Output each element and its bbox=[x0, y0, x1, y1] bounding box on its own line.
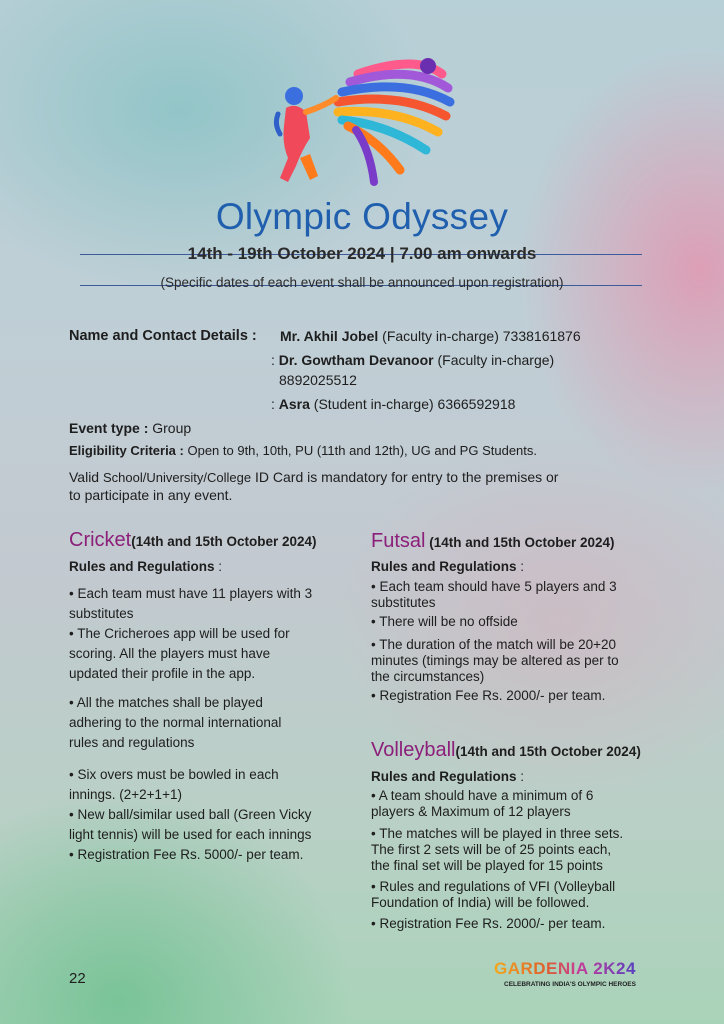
bullet-line: • There will be no offside bbox=[371, 614, 518, 629]
contact-name: Dr. Gowtham Devanoor bbox=[278, 352, 434, 368]
bullet-line: substitutes bbox=[69, 606, 134, 621]
sport-name: Futsal bbox=[371, 530, 426, 552]
contact-label: Name and Contact Details : bbox=[69, 328, 257, 344]
cricket-heading bbox=[69, 529, 317, 552]
contact-role: (Faculty in-charge) bbox=[433, 352, 555, 368]
list-item bbox=[69, 693, 281, 753]
bullet-line: • All the matches shall be played bbox=[69, 695, 263, 710]
contact-name: Asra bbox=[278, 396, 310, 412]
contact-role: (Student in-charge) 6366592918 bbox=[309, 396, 516, 412]
bullet-line: rules and regulations bbox=[69, 735, 195, 750]
bullet-line: players & Maximum of 12 players bbox=[371, 804, 571, 819]
rules-label: Rules and Regulations bbox=[371, 559, 517, 574]
page-number: 22 bbox=[69, 970, 86, 987]
id-text: ID Card is mandatory for entry to the premises or bbox=[251, 469, 559, 485]
bullet-line: • Each team must have 11 players with 3 bbox=[69, 586, 313, 601]
sport-name: Volleyball bbox=[371, 739, 456, 761]
event-dates: 14th - 19th October 2024 | 7.00 am onwards bbox=[187, 244, 537, 263]
eligibility bbox=[69, 443, 537, 458]
bullet-line: • A team should have a minimum of 6 bbox=[371, 788, 594, 803]
sport-dates: (14th and 15th October 2024) bbox=[425, 535, 615, 550]
bullet-line: • Rules and regulations of VFI (Volleyball bbox=[371, 879, 616, 894]
rules-colon: : bbox=[516, 559, 525, 574]
contact-item bbox=[271, 352, 554, 368]
list-item bbox=[69, 765, 279, 805]
futsal-heading bbox=[371, 530, 615, 553]
eligibility-value: Open to 9th, 10th, PU (11th and 12th), UG and PG Students. bbox=[183, 443, 537, 458]
bullet-line: Foundation of India) will be followed. bbox=[371, 895, 590, 910]
olympic-odyssey-logo bbox=[266, 54, 458, 190]
rules-label: Rules and Regulations bbox=[69, 559, 215, 574]
bullet-line: • New ball/similar used ball (Green Vicky bbox=[69, 807, 312, 822]
id-text: Valid bbox=[69, 469, 103, 485]
bullet-line: • The matches will be played in three sets. bbox=[371, 826, 624, 841]
list-item bbox=[371, 826, 623, 874]
page-title: Olympic Odyssey bbox=[215, 196, 509, 237]
bullet-line: minutes (timings may be altered as per to bbox=[371, 653, 619, 668]
sport-dates: (14th and 15th October 2024) bbox=[131, 534, 317, 549]
volleyball-heading bbox=[371, 739, 641, 762]
svg-text:GARDENIA 2K24: GARDENIA 2K24 bbox=[494, 959, 636, 978]
list-item bbox=[371, 614, 518, 630]
sport-name: Cricket bbox=[69, 529, 132, 551]
list-item bbox=[371, 788, 593, 820]
list-item bbox=[371, 579, 617, 611]
bullet-line: • The duration of the match will be 20+20 bbox=[371, 637, 617, 652]
list-item bbox=[69, 624, 290, 684]
rules-colon: : bbox=[214, 559, 223, 574]
contact-name: Mr. Akhil Jobel bbox=[280, 328, 379, 344]
bullet-line: • Six overs must be bowled in each bbox=[69, 767, 279, 782]
contact-prefix: : bbox=[271, 396, 279, 412]
contact-role: (Faculty in-charge) 7338161876 bbox=[378, 328, 581, 344]
list-item bbox=[371, 688, 605, 704]
rules-colon: : bbox=[516, 769, 525, 784]
sport-dates: (14th and 15th October 2024) bbox=[455, 744, 641, 759]
eligibility-label: Eligibility Criteria : bbox=[69, 443, 184, 458]
contact-prefix: : bbox=[271, 352, 279, 368]
bullet-line: updated their profile in the app. bbox=[69, 666, 256, 681]
contact-item bbox=[271, 396, 515, 412]
id-text: School/University/College bbox=[102, 470, 252, 485]
bullet-line: • The Cricheroes app will be used for bbox=[69, 626, 290, 641]
bullet-line: • Registration Fee Rs. 2000/- per team. bbox=[371, 688, 606, 703]
bullet-line: the final set will be played for 15 points bbox=[371, 858, 603, 873]
bullet-line: The first 2 sets will be of 25 points each, bbox=[371, 842, 612, 857]
bullet-line: • Registration Fee Rs. 5000/- per team. bbox=[69, 847, 304, 862]
bullet-line: substitutes bbox=[371, 595, 436, 610]
gardenia-brand-logo bbox=[492, 955, 662, 993]
list-item bbox=[69, 584, 312, 624]
id-requirement-line2: to participate in any event. bbox=[69, 487, 233, 503]
cricket-rules-label bbox=[69, 557, 222, 577]
list-item bbox=[69, 845, 303, 865]
dates-note: (Specific dates of each event shall be announced upon registration) bbox=[160, 275, 564, 290]
list-item bbox=[371, 879, 615, 911]
list-item bbox=[69, 805, 311, 845]
bullet-line: light tennis) will be used for each innings bbox=[69, 827, 312, 842]
rules-label: Rules and Regulations bbox=[371, 769, 517, 784]
bullet-line: adhering to the normal international bbox=[69, 715, 282, 730]
bullet-line: the circumstances) bbox=[371, 669, 485, 684]
id-requirement bbox=[69, 469, 558, 485]
contact-phone: 8892025512 bbox=[279, 372, 357, 388]
bullet-line: scoring. All the players must have bbox=[69, 646, 271, 661]
volleyball-rules-label bbox=[371, 767, 524, 787]
contact-item bbox=[280, 328, 581, 344]
event-type-value: Group bbox=[148, 420, 192, 436]
bullet-line: innings. (2+2+1+1) bbox=[69, 787, 182, 802]
futsal-rules-label bbox=[371, 557, 524, 577]
svg-text:CELEBRATING INDIA'S OLYMPIC HE: CELEBRATING INDIA'S OLYMPIC HEROES bbox=[504, 981, 636, 988]
list-item bbox=[371, 916, 605, 932]
list-item bbox=[371, 637, 619, 685]
bullet-line: • Registration Fee Rs. 2000/- per team. bbox=[371, 916, 606, 931]
event-type bbox=[69, 420, 191, 436]
bullet-line: • Each team should have 5 players and 3 bbox=[371, 579, 617, 594]
event-type-label: Event type : bbox=[69, 420, 149, 436]
